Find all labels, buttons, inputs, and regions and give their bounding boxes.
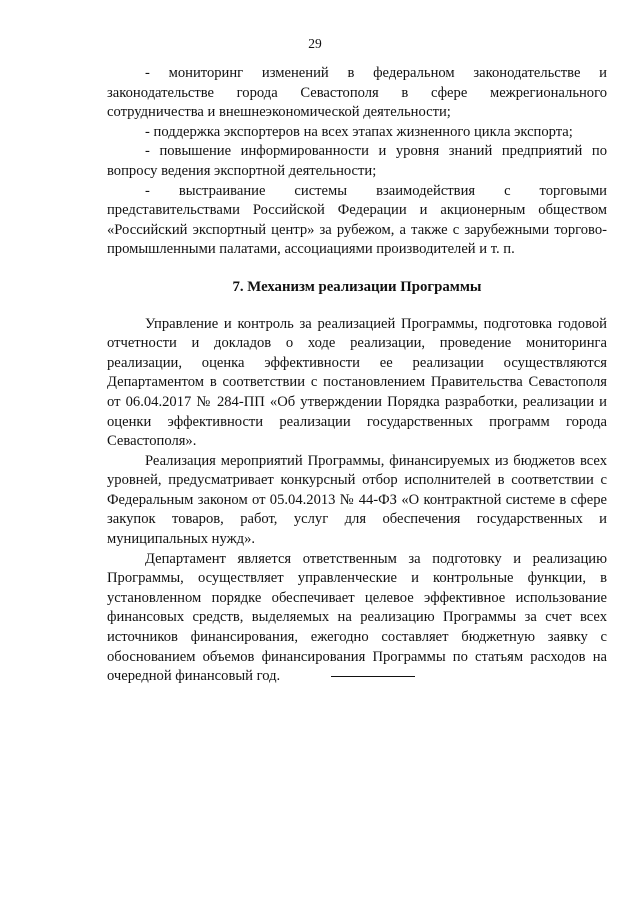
paragraph-department-responsibility: Департамент является ответственным за подготовку и реализацию Программы, осуществляет управленческие и контрольные функции, в установленном порядке обеспечивает целевое эффективное использование финансовых средств, выделяемых на реализацию Программы за счет всех источников финансирования, ежегодно составляет бюджетную заявку с обоснованием объемов финансирования Программы по статьям расходов на очередной финансовый год. bbox=[107, 550, 607, 685]
page-number: 29 bbox=[308, 36, 322, 51]
page-content bbox=[107, 64, 607, 687]
bullet-item-awareness: - повышение информированности и уровня знаний предприятий по вопросу ведения экспортной деятельности; bbox=[107, 143, 607, 179]
closing-divider-line bbox=[331, 676, 415, 677]
paragraph-management-control: Управление и контроль за реализацией Программы, подготовка годовой отчетности и докладов о ходе реализации, проведение мониторинга реализации, оценка эффективности ее реализации осуществляются Департаментом в соответствии с постановлением Правительства Севастополя от 06.04.2017 № 284-ПП «Об утверждении Порядка разработки, реализации и оценки эффективности реализации государственных программ города Севастополя». bbox=[107, 315, 607, 450]
paragraph-procurement: Реализация мероприятий Программы, финансируемых из бюджетов всех уровней, предусматривает конкурсный отбор исполнителей в соответствии с Федеральным законом от 05.04.2013 № 44-ФЗ «О контрактной системе в сфере закупок товаров, работ, услуг для обеспечения государственных и муниципальных нужд». bbox=[107, 452, 607, 548]
bullet-item-monitoring: - мониторинг изменений в федеральном законодательстве и законодательстве города Севастополя в сфере межрегионального сотрудничества и внешнеэкономической деятельности; bbox=[107, 65, 607, 121]
section-heading: 7. Механизм реализации Программы bbox=[232, 278, 482, 295]
bullet-item-exporter-support: - поддержка экспортеров на всех этапах жизненного цикла экспорта; bbox=[145, 123, 573, 140]
bullet-item-interaction-system: - выстраивание системы взаимодействия с торговыми представительствами Российской Федерации и акционерным обществом «Российский экспортный центр» за рубежом, а также с зарубежными торгово-промышленными палатами, ассоциациями производителей и т. п. bbox=[107, 182, 607, 258]
